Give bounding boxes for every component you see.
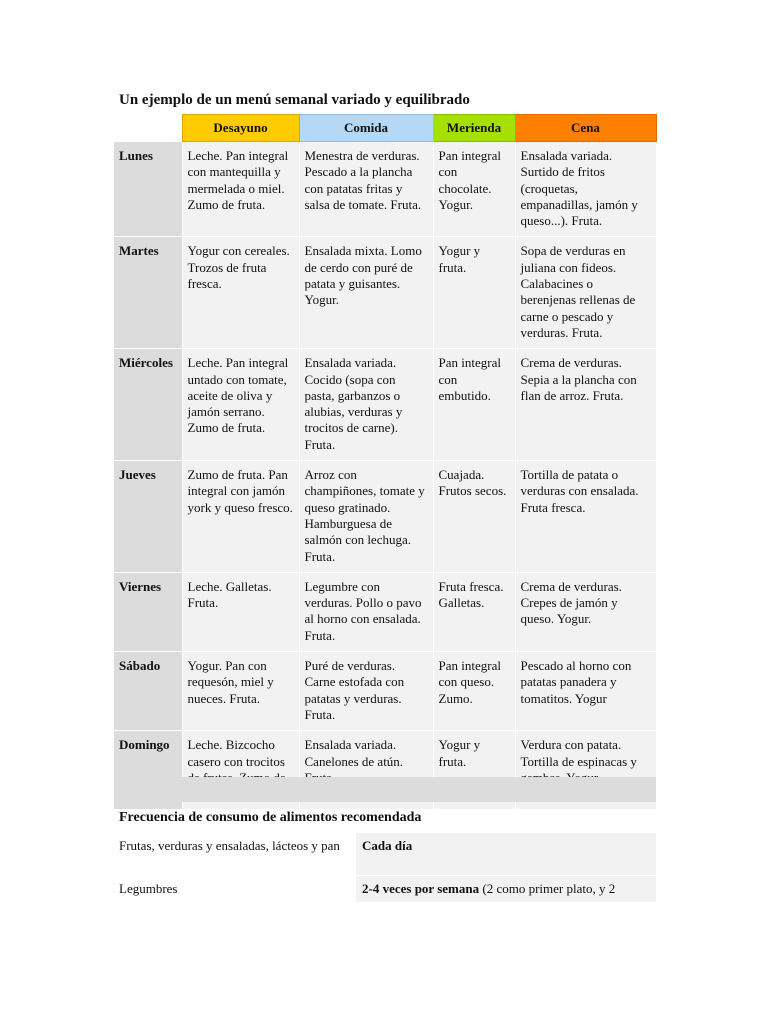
desayuno-cell: Leche. Galletas. Fruta. (182, 572, 299, 651)
desayuno-cell: Yogur. Pan con requesón, miel y nueces. Fruta. (182, 652, 299, 731)
header-blank (114, 115, 182, 142)
desayuno-cell: Zumo de fruta. Pan integral con jamón york y queso fresco. (182, 461, 299, 573)
day-label: Martes (114, 237, 182, 349)
comida-cell: Ensalada variada. Cocido (sopa con pasta, garbanzos o alubias, verduras y trocitos de carne). Fruta. (299, 349, 433, 461)
cena-cell: Tortilla de patata o verduras con ensalada. Fruta fresca. (515, 461, 656, 573)
desayuno-cell: Leche. Pan integral con mantequilla y mermelada o miel. Zumo de fruta. (182, 142, 299, 237)
cena-cell: Crema de verduras. Sepia a la plancha con flan de arroz. Fruta. (515, 349, 656, 461)
table-row (114, 142, 656, 237)
cena-cell: Verdura con patata. Tortilla de espinacas y (515, 731, 656, 810)
frequency-value-bold: 2-4 veces por semana (362, 881, 480, 896)
table-footer-bar (114, 777, 656, 802)
frequency-value-rest: (2 como primer plato, y 2 (479, 881, 616, 896)
day-label: Jueves (114, 461, 182, 573)
table-row (114, 237, 656, 349)
table-row (114, 349, 656, 461)
cena-cell: Sopa de verduras en juliana con fideos. Calabacines o berenjenas rellenas de carne o pescado y verduras. Fruta. (515, 237, 656, 349)
cena-cell: Ensalada variada. Surtido de fritos (croquetas, empanadillas, jamón y queso...). Fruta. (515, 142, 656, 237)
comida-cell: Arroz con champiñones, tomate y queso gratinado. Hamburguesa de salmón con lechuga. Fruta. (299, 461, 433, 573)
cena-cell: Crema de verduras. Crepes de jamón y queso. Yogur. (515, 572, 656, 651)
header-row (114, 115, 656, 142)
merienda-cell: Pan integral con embutido. (433, 349, 515, 461)
comida-cell: Ensalada variada. Canelones de atún. (299, 731, 433, 810)
cena-cell: Pescado al horno con patatas panadera y tomatitos. Yogur (515, 652, 656, 731)
comida-cell: Ensalada mixta. Lomo de cerdo con puré de patata y guisantes. Yogur. (299, 237, 433, 349)
table-row (114, 572, 656, 651)
section-subtitle: Frecuencia de consumo de alimentos recomendada (119, 810, 422, 825)
day-label: Viernes (114, 572, 182, 651)
merienda-cell: Yogur y fruta. (433, 731, 515, 810)
day-label: Domingo (114, 731, 182, 810)
desayuno-cell: Leche. Bizcocho casero con trocitos (182, 731, 299, 810)
frequency-label: Legumbres (119, 881, 178, 896)
merienda-cell: Pan integral con queso. Zumo. (433, 652, 515, 731)
table-row (114, 652, 656, 731)
comida-cell: Menestra de verduras. Pescado a la plancha con patatas fritas y salsa de tomate. Fruta. (299, 142, 433, 237)
header-desayuno: Desayuno (182, 115, 299, 142)
comida-cell: Puré de verduras. Carne estofada con patatas y verduras. Fruta. (299, 652, 433, 731)
header-comida: Comida (299, 115, 433, 142)
merienda-cell: Fruta fresca. Galletas. (433, 572, 515, 651)
header-merienda: Merienda (433, 115, 515, 142)
desayuno-cell: Leche. Pan integral untado con tomate, aceite de oliva y jamón serrano. Zumo de fruta. (182, 349, 299, 461)
comida-cell: Legumbre con verduras. Pollo o pavo al horno con ensalada. Fruta. (299, 572, 433, 651)
frequency-value (356, 876, 656, 902)
day-label: Sábado (114, 652, 182, 731)
merienda-cell: Yogur y fruta. (433, 237, 515, 349)
frequency-value (356, 833, 656, 875)
merienda-cell: Cuajada. Frutos secos. (433, 461, 515, 573)
frequency-label: Frutas, verduras y ensaladas, lácteos y pan (119, 838, 340, 853)
page-title: Un ejemplo de un menú semanal variado y equilibrado (119, 92, 470, 108)
weekly-menu-table (114, 114, 657, 810)
header-cena: Cena (515, 115, 656, 142)
frequency-value-bold: Cada día (362, 838, 413, 853)
merienda-cell: Pan integral con chocolate. Yogur. (433, 142, 515, 237)
day-label: Lunes (114, 142, 182, 237)
day-label: Miércoles (114, 349, 182, 461)
table-row (114, 461, 656, 573)
desayuno-cell: Yogur con cereales. Trozos de fruta fresca. (182, 237, 299, 349)
